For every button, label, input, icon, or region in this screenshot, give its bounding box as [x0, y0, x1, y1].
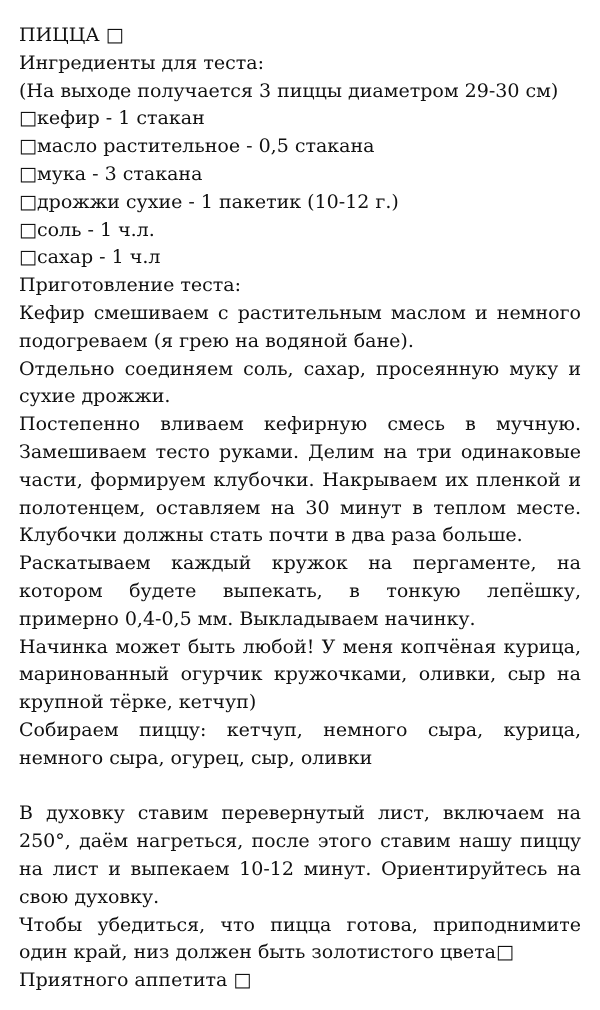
preparation-step: Отдельно соединяем соль, сахар, просеянную муку и сухие дрожжи.	[19, 357, 581, 408]
ingredient-item: □соль - 1 ч.л.	[19, 218, 155, 241]
preparation-step: Раскатываем каждый кружок на пергаменте, на котором будете выпекать, в тонкую лепёшку, примерно 0,4-0,5 мм. Выкладываем начинку.	[19, 552, 581, 630]
dough-ingredients-heading: Ингредиенты для теста:	[19, 51, 264, 74]
preparation-step: Начинка может быть любой! У меня копчёная курица, маринованный огурчик кружочками, оливки, сыр на крупной тёрке, кетчуп)	[19, 635, 581, 714]
preparation-step: Кефир смешиваем с растительным маслом и немного подогреваем (я грею на водяной бане).	[19, 301, 581, 352]
preparation-heading: Приготовление теста:	[19, 274, 241, 297]
ingredient-item: □кефир - 1 стакан	[19, 107, 205, 130]
ingredient-item: □дрожжи сухие - 1 пакетик (10-12 г.)	[19, 190, 399, 213]
ingredient-item: □масло растительное - 0,5 стакана	[19, 135, 375, 158]
closing-line: Приятного аппетита □	[19, 969, 252, 992]
dough-yield-note: (На выходе получается 3 пиццы диаметром 29-30 см)	[19, 79, 559, 102]
preparation-step: Собираем пиццу: кетчуп, немного сыра, курица, немного сыра, огурец, сыр, оливки	[19, 718, 581, 769]
ingredient-item: □сахар - 1 ч.л	[19, 246, 161, 269]
baking-step: Чтобы убедиться, что пицца готова, приподнимите один край, низ должен быть золотистого цвета□	[19, 913, 581, 964]
paragraph-spacer	[19, 773, 581, 801]
recipe-title: ПИЦЦА □	[19, 24, 124, 46]
ingredient-item: □мука - 3 стакана	[19, 162, 203, 185]
baking-step: В духовку ставим перевернутый лист, включаем на 250°, даём нагреться, после этого ставим нашу пиццу на лист и выпекаем 10-12 минут. Ориентируйтесь на свою духовку.	[19, 802, 581, 908]
preparation-step: Постепенно вливаем кефирную смесь в мучную. Замешиваем тесто руками. Делим на три одинаковые части, формируем клубочки. Накрываем их пленкой и полотенцем, оставляем на 30 минут в теплом месте. Клубочки должны стать почти в два раза больше.	[19, 413, 581, 547]
